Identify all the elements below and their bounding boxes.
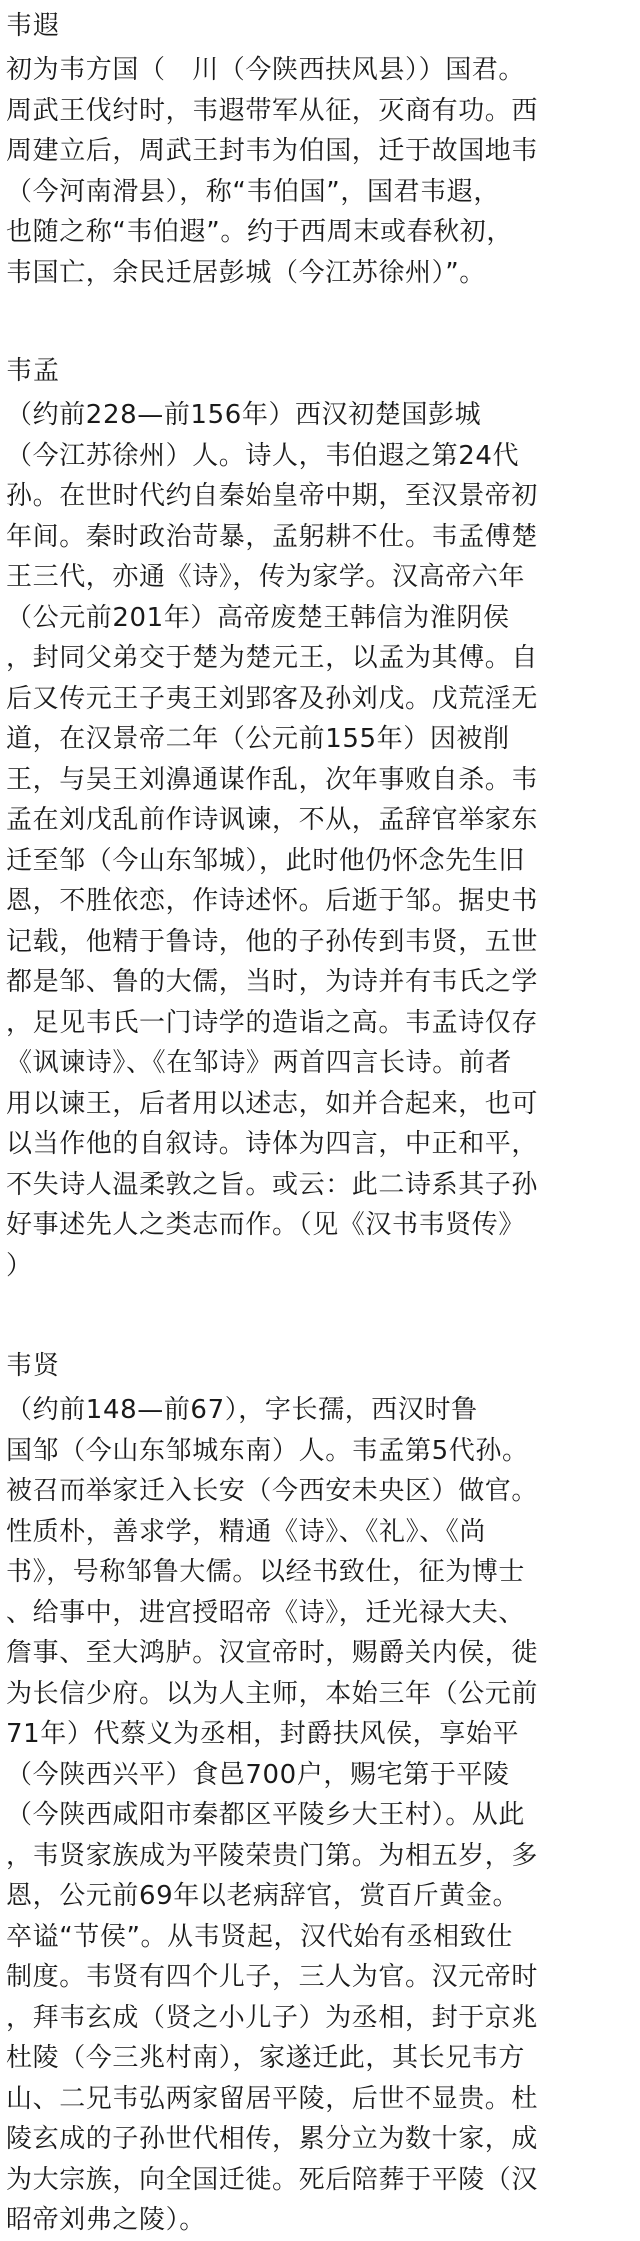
text-line: 为大宗族，向全国迁徙。死后陪葬于平陵（汉 (6, 2164, 539, 2195)
text-line: 为长信少府。以为人主师，本始三年（公元前 (6, 1678, 539, 1709)
text-line: 陵玄成的子孙世代相传，累分立为数十家，成 (6, 2124, 539, 2154)
text-line: 后又传元王子夷王刘郢客及孙刘戊。戊荒淫无 (6, 683, 539, 714)
text-line: 年间。秦时政治苛暴，孟躬耕不仕。韦孟傅楚 (6, 521, 539, 552)
text-line: 王，与吴王刘濞通谋作乱，次年事败自杀。韦 (6, 764, 539, 795)
text-line: 以当作他的自叙诗。诗体为四言，中正和平， (6, 1129, 539, 1159)
text-line: 孙。在世时代约自秦始皇帝中期，至汉景帝初 (6, 481, 539, 511)
text-line: 韦国亡，余民迁居彭城（今江苏徐州）”。 (6, 257, 486, 288)
text-line: 周武王伐纣时，韦遐带军从征，灭商有功。西 (6, 95, 539, 126)
entry-title: 韦孟 (6, 356, 61, 386)
text-line: （约前228—前156年）西汉初楚国彭城 (6, 400, 482, 430)
text-line: 杜陵（今三兆村南），家遂迁此，其长兄韦方 (6, 2043, 526, 2073)
text-line: 卒谥“节侯”。从韦贤起，汉代始有丞相致仕 (6, 1921, 513, 1952)
text-line: 昭帝刘弗之陵）。 (6, 2205, 206, 2235)
text-line: （今陕西咸阳市秦都区平陵乡大王村）。从此 (6, 1800, 526, 1830)
text-line: 制度。韦贤有四个儿子，三人为官。汉元帝时 (6, 1962, 539, 1992)
text-line: ，韦贤家族成为平陵荣贵门第。为相五岁，多 (6, 1840, 539, 1871)
text-line: （今陕西兴平）食邑700户，赐宅第于平陵 (6, 1759, 510, 1790)
text-line: 周建立后，周武王封韦为伯国，迁于故国地韦 (6, 136, 539, 166)
text-line: 山、二兄韦弘两家留居平陵，后世不显贵。杜 (6, 2083, 539, 2114)
section-spacer (6, 1286, 632, 1346)
text-line: 恩，公元前69年以老病辞官，赏百斤黄金。 (6, 1881, 520, 1911)
text-line: 道，在汉景帝二年（公元前155年）因被削 (6, 724, 510, 754)
text-line: 迁至邹（今山东邹城），此时他仍怀念先生旧 (6, 845, 526, 876)
text-line: 都是邹、鲁的大儒，当时，为诗并有韦氏之学 (6, 967, 539, 997)
entry-wei-xia (6, 6, 632, 293)
text-line: 性质朴，善求学，精通《诗》、《礼》、《尚 (6, 1516, 487, 1547)
text-line: 被召而举家迁入长安（今西安未央区）做官。 (6, 1476, 539, 1506)
text-line: 孟在刘戊乱前作诗讽谏，不从，孟辞官举家东 (6, 805, 539, 835)
text-line: 国邹（今山东邹城东南）人。韦孟第5代孙。 (6, 1435, 529, 1466)
text-line: （约前148—前67），字长孺，西汉时鲁 (6, 1395, 478, 1425)
text-line: ，拜韦玄成（贤之小儿子）为丞相，封于京兆 (6, 2002, 539, 2033)
text-line: 记载，他精于鲁诗，他的子孙传到韦贤，五世 (6, 926, 539, 957)
text-line: 、给事中，进宫授昭帝《诗》，迁光禄大夫、 (6, 1597, 526, 1628)
text-line: 恩，不胜依恋，作诗述怀。后逝于邹。据史书 (6, 886, 539, 916)
text-line: 不失诗人温柔敦之旨。或云：此二诗系其子孙 (6, 1169, 539, 1200)
text-line: 书》，号称邹鲁大儒。以经书致仕，征为博士 (6, 1557, 526, 1587)
entry-title: 韦贤 (6, 1351, 61, 1381)
text-line: 《讽谏诗》、《在邹诗》两首四言长诗。前者 (6, 1048, 513, 1078)
text-line: 王三代，亦通《诗》，传为家学。汉高帝六年 (6, 562, 526, 592)
text-line: ） (6, 1250, 33, 1281)
entry-wei-xian (6, 1346, 632, 2241)
text-line: ，足见韦氏一门诗学的造诣之高。韦孟诗仅存 (6, 1007, 539, 1038)
text-line: （今江苏徐州）人。诗人，韦伯遐之第24代 (6, 440, 520, 471)
text-line: ，封同父弟交于楚为楚元王，以孟为其傅。自 (6, 643, 539, 673)
text-line: （公元前201年）高帝废楚王韩信为淮阴侯 (6, 602, 510, 633)
text-line: 好事述先人之类志而作。（见《汉书韦贤传》 (6, 1210, 526, 1240)
text-line: 也随之称“韦伯遐”。约于西周末或春秋初， (6, 217, 513, 247)
text-line: 用以谏王，后者用以述志，如并合起来，也可 (6, 1088, 539, 1119)
section-spacer (6, 293, 632, 351)
text-line: 初为韦方国（ 川（今陕西扶风县））国君。 (6, 55, 526, 85)
text-line: 詹事、至大鸿胪。汉宣帝时，赐爵关内侯，徙 (6, 1638, 539, 1668)
text-line: 71年）代蔡义为丞相，封爵扶风侯，享始平 (6, 1719, 520, 1749)
entry-wei-meng (6, 351, 632, 1286)
entry-title: 韦遐 (6, 11, 61, 41)
text-line: （今河南滑县），称“韦伯国”，国君韦遐， (6, 176, 500, 207)
